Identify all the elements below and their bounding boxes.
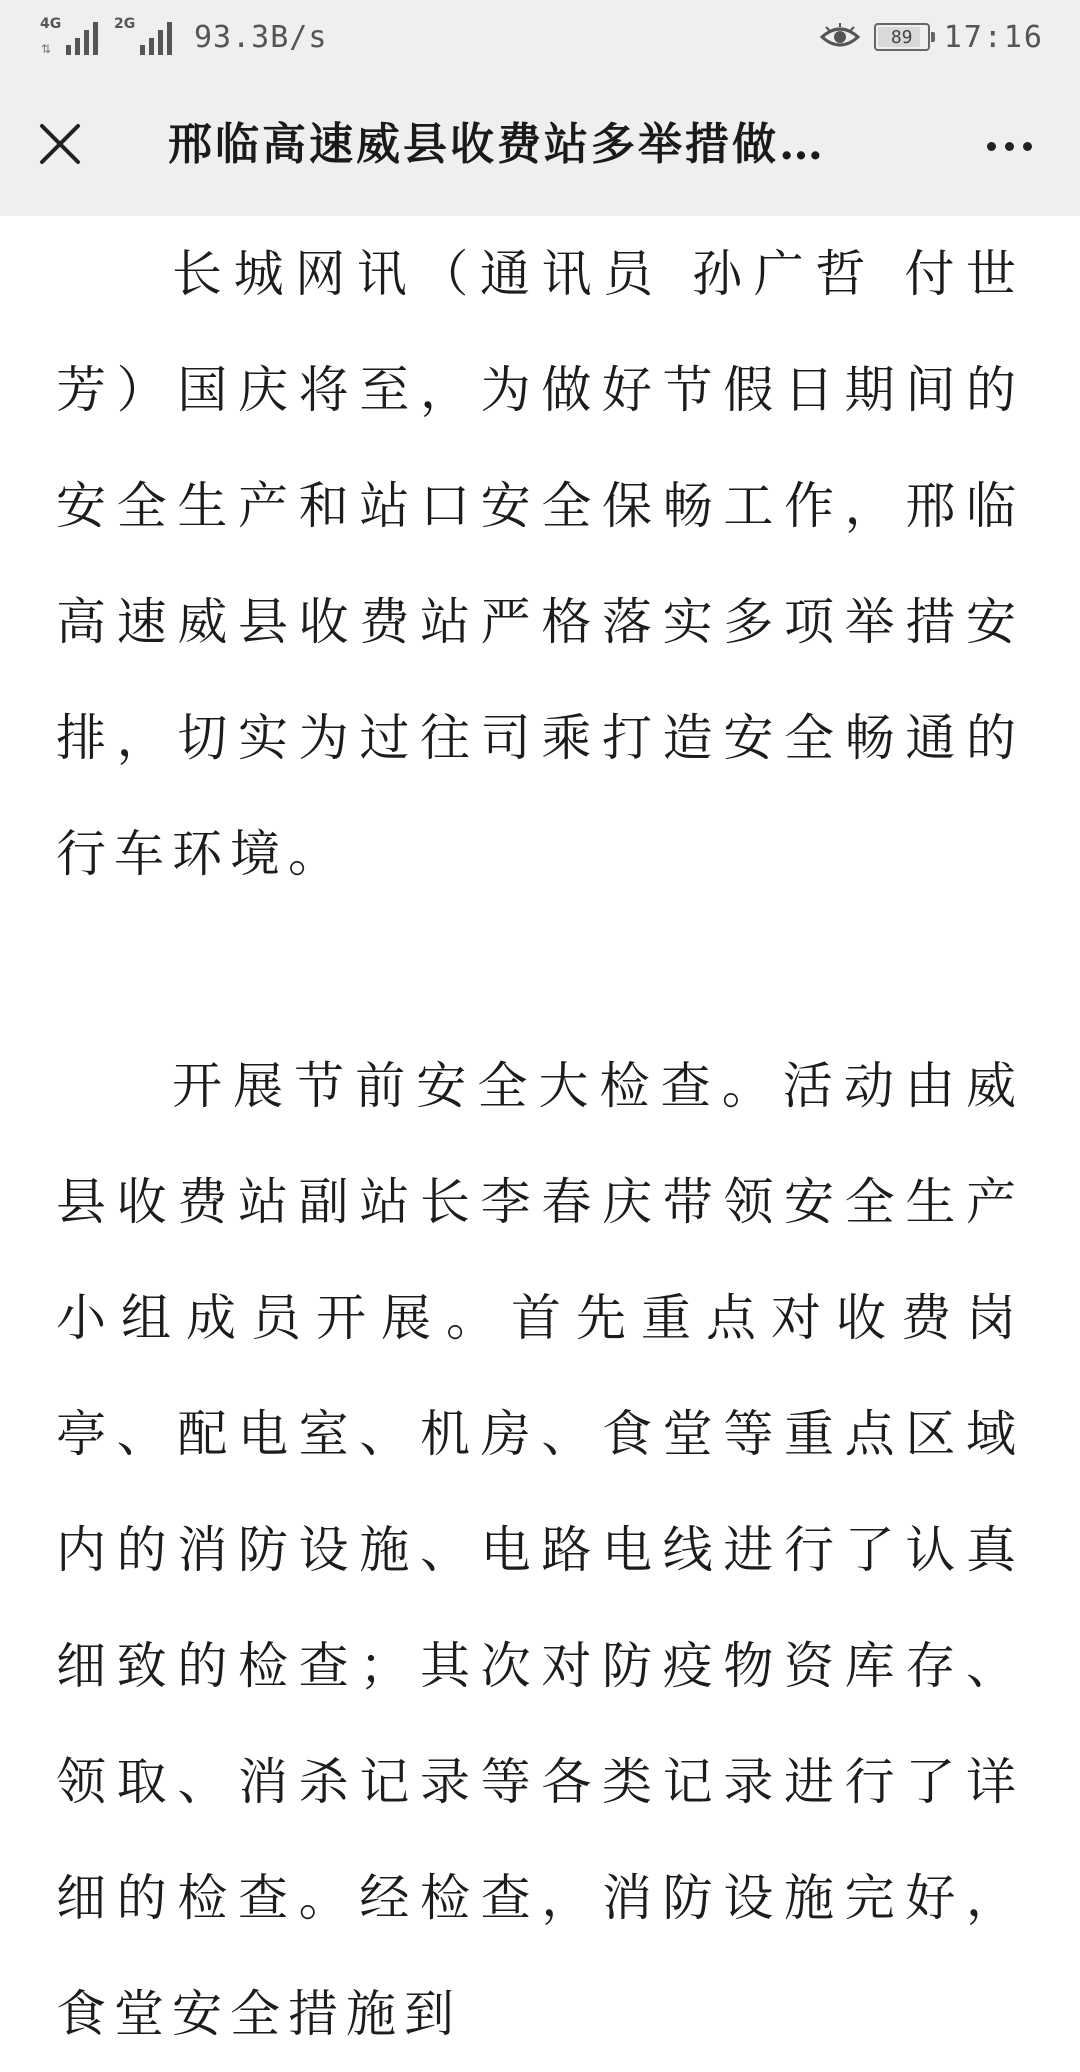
status-right [820,14,1044,60]
close-button[interactable] [30,114,90,174]
status-bar [0,0,1080,74]
article-paragraph: 长城网讯（通讯员 孙广哲 付世芳）国庆将至，为做好节假日期间的安全生产和站口安全保畅工作，邢临高速威县收费站严格落实多项举措安排，切实为过往司乘打造安全畅通的行车环境。 [56,245,1024,883]
network-type-1: 4G [40,16,62,32]
more-button[interactable] [974,118,1044,174]
close-icon [38,122,82,166]
status-left [40,14,327,60]
signal-bars-icon [136,21,176,55]
signal-2g-icon [114,17,176,57]
article-paragraph: 开展节前安全大检查。活动由威县收费站副站长李春庆带领安全生产小组成员开展。首先重点对收费岗亭、配电室、机房、食堂等重点区域内的消防设施、电路电线进行了认真细致的检查；其次对防疫物资库存、领取、消杀记录等各类记录进行了详细的检查。经检查，消防设施完好，食堂安全措施到 [56,1057,1024,2043]
page-title: 邢临高速威县收费站多举措做… [168,119,826,170]
article-content [56,216,1024,2043]
data-arrows-icon: ⇅ [41,42,52,56]
battery-level: 89 [890,26,913,48]
network-speed: 93.3B/s [194,19,328,55]
clock: 17:16 [943,19,1044,55]
more-dots-icon [1005,142,1014,151]
nav-bar [0,74,1080,216]
signal-bars-icon [62,21,102,55]
more-dots-icon [987,142,996,151]
signal-4g-icon [40,17,102,57]
battery-icon [874,23,930,51]
eye-comfort-icon [820,23,860,51]
network-type-2: 2G [114,16,136,32]
more-dots-icon [1023,142,1032,151]
